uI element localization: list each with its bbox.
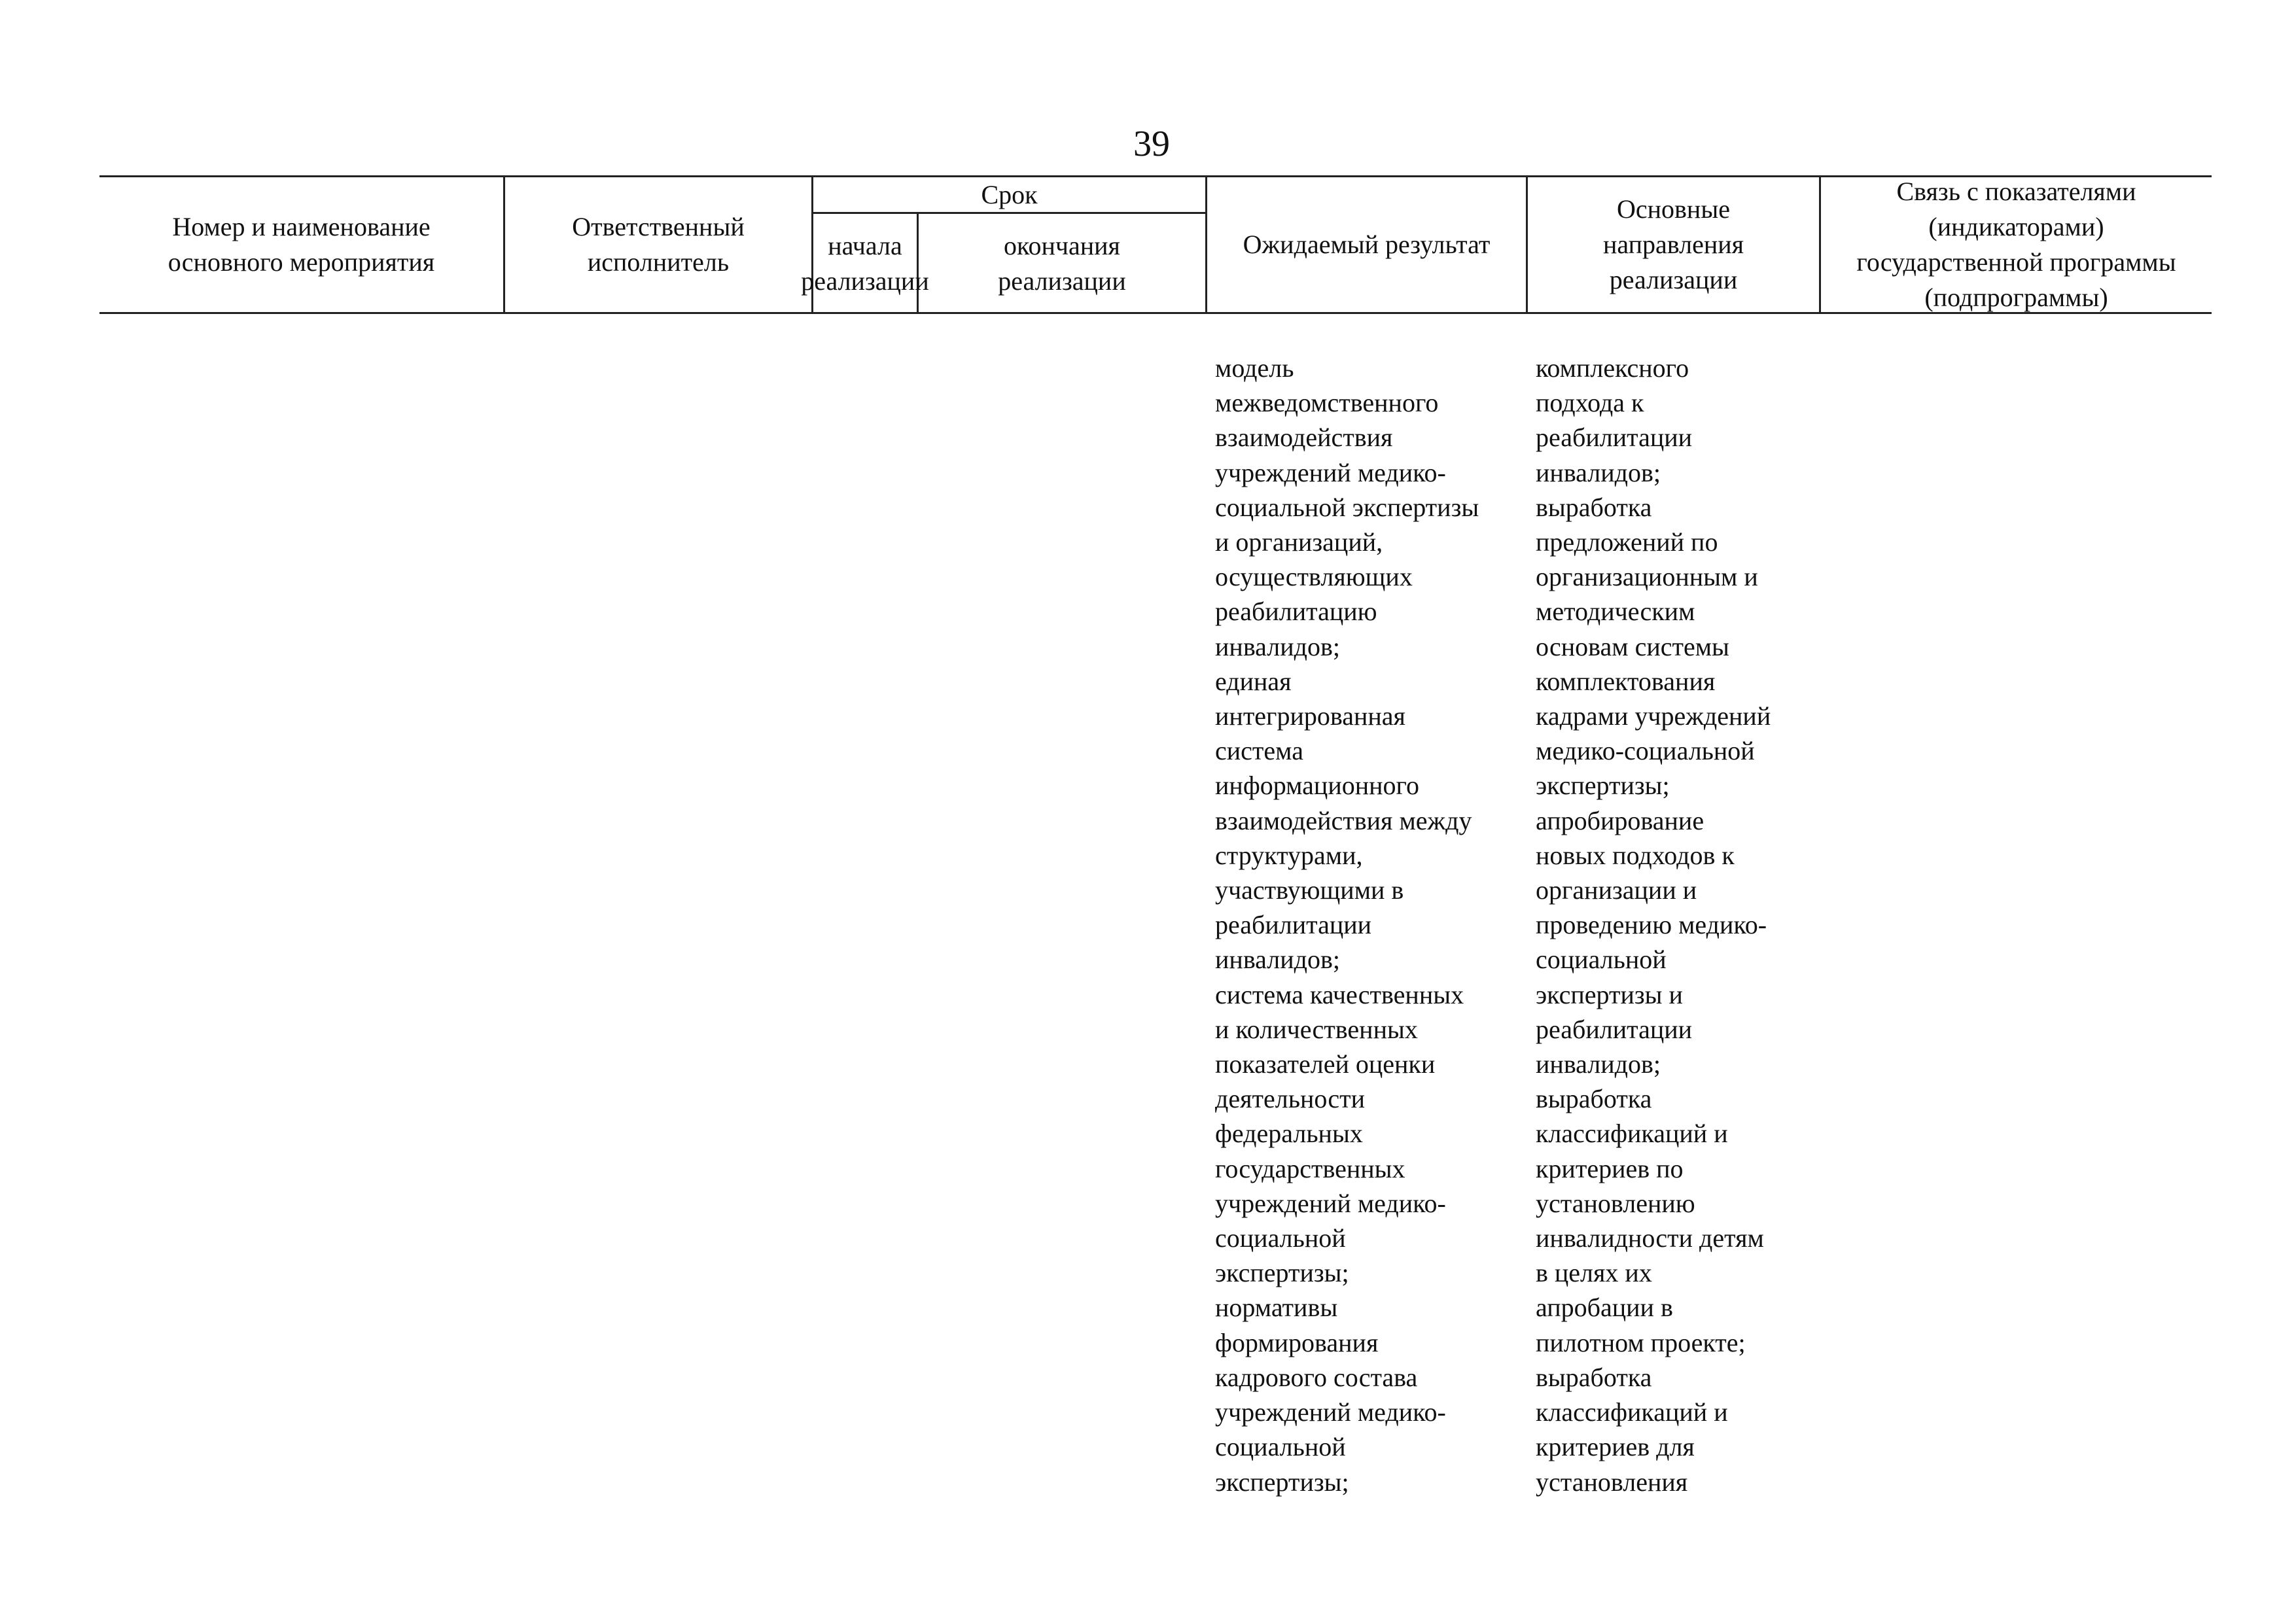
header-directions: Основные направления реализации [1602,194,1744,294]
table-header [99,175,2212,314]
directions-text: комплексного подхода к реабилитации инвалидов; выработка предложений по организационным и методическим основам системы комплектования кадрами учреждений медико-социальной экспертизы; апробирование новых подходов к организации и проведению медико- социальной экспертизы и реабилитации инвалидов; выработка классификаций и критериев по установлению инвалидности детям в целях их апробации в пилотном проекте; выработка классификаций и критериев для установления [1536,353,1771,1497]
header-indicators: Связь с показателями (индикаторами) государственной программы (подпрограммы) [1856,177,2176,312]
header-expected-result: Ожидаемый результат [1243,230,1491,259]
header-responsible: Ответственный исполнитель [572,212,745,277]
expected-result-text: модель межведомственного взаимодействия учреждений медико- социальной экспертизы и организаций, осуществляющих реабилитацию инвалидов; единая интегрированная система информационного взаимодействия между структурами, участвующими в реабилитации инвалидов; система качественных и количественных показателей оценки деятельности федеральных государственных учреждений медико- социальной экспертизы; нормативы формирования кадрового состава учреждений медико- социальной экспертизы; [1215,353,1479,1497]
page-number: 39 [1133,124,1170,164]
header-term-start: начала реализации [801,231,929,296]
header-term: Срок [981,179,1038,209]
header-term-end: окончания реализации [998,231,1126,296]
header-activity-name: Номер и наименование основного мероприятия [168,212,435,277]
